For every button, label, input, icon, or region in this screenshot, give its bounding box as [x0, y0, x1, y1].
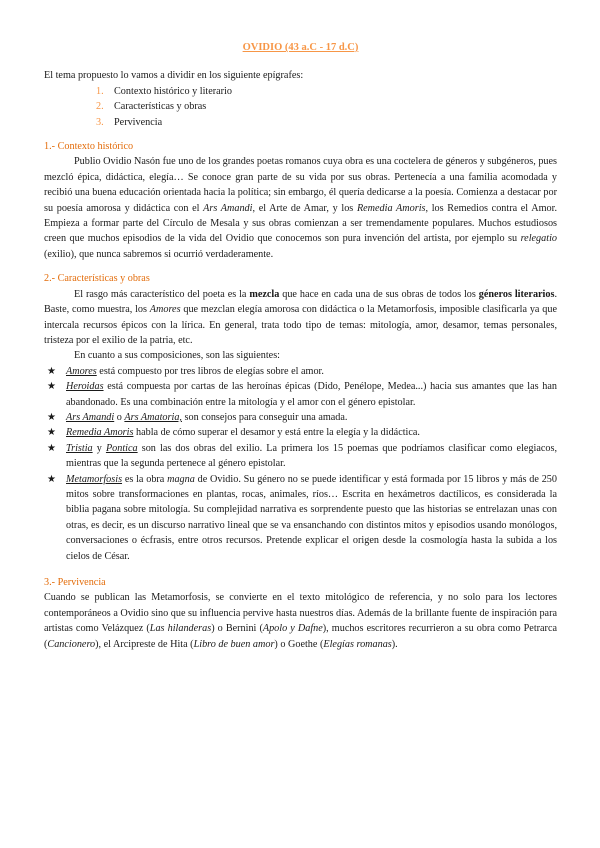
- text-run: . Baste, como muestra, los: [44, 288, 557, 316]
- plan-number: 1.: [96, 85, 104, 97]
- work-title: Las hilanderas: [149, 623, 212, 635]
- text-run: o: [114, 411, 125, 423]
- star-icon: ★: [47, 365, 56, 377]
- work-description: habla de cómo superar el desamor y está entre la elegía y la didáctica.: [133, 427, 420, 439]
- work-description: está compuesta por cartas de las heroínas épicas (Dido, Penélope, Medea...) hacia sus amantes que las han abandonado. Es una combinación entre la mitología y el amor con el género epistolar.: [66, 381, 557, 408]
- work-title: Ars Amandi: [203, 202, 253, 214]
- text-run: y: [92, 442, 106, 454]
- work-title: Tristia: [66, 442, 93, 454]
- section-works-paragraph: [44, 287, 557, 349]
- work-title: Pontica: [105, 442, 138, 454]
- work-description: de Ovidio. Su género no se puede identificar y está formada por 15 libros y más de 250 mitos sobre transformaciones en plantas, rocas, animales, ríos… Escrita en hexámetros dactílicos, es considerada la biblia pagana sobre mitología. Su complejidad narrativa es sorprendente puesto que las historias se entrelazan unas con otras, es decir, es un discurso narrativo lineal que se va ensanchando con distintos mitos y episodios usando monólogos, conversaciones o écfrasis, entre otros recursos. Pretende explicar el origen desde la cosmología hasta la subida a los cielos de César.: [66, 473, 557, 562]
- bold-term: mezcla: [249, 288, 280, 300]
- section-context-paragraph: [44, 154, 557, 262]
- star-icon: ★: [47, 427, 56, 439]
- text-run: (exilio), que nunca sabremos si ocurrió verdaderamente.: [44, 248, 274, 260]
- works-intro: En cuanto a sus composiciones, son las siguientes:: [74, 350, 280, 362]
- work-item-amores: [44, 364, 557, 379]
- work-item-metamorfosis: [44, 472, 557, 564]
- work-title: Apolo y Dafne: [262, 623, 323, 635]
- work-title: Amores: [66, 365, 97, 377]
- work-description: son las dos obras del exilio. La primera los 15 poemas que podríamos clasificar como elegiacos, mientras que la segunda pertenece al género epistolar.: [66, 442, 557, 470]
- plan-item: [96, 99, 557, 114]
- document-page: [44, 40, 557, 652]
- text-run: que hace en cada una de sus obras de todos los: [279, 288, 479, 300]
- intro-text: El tema propuesto lo vamos a dividir en los siguiente epígrafes:: [44, 70, 304, 82]
- plan-number: 2.: [96, 101, 104, 113]
- page-title: OVIDIO (43 a.C - 17 d.C): [242, 42, 359, 53]
- text-run: El rasgo más característico del poeta es la: [74, 288, 250, 300]
- latin-term: magna: [167, 473, 195, 485]
- work-title: Libro de buen amor: [193, 638, 275, 650]
- plan-label: Características y obras: [114, 101, 207, 113]
- text-run: , el Arte de Amar, y los: [252, 202, 357, 214]
- text-run: es la obra: [122, 473, 168, 485]
- plan-label: Contexto histórico y literario: [114, 85, 232, 97]
- star-icon: ★: [47, 473, 56, 485]
- star-icon: ★: [47, 442, 56, 454]
- section-heading-works: 2.- Características y obras: [44, 273, 150, 285]
- latin-term: relegatio: [520, 233, 557, 245]
- plan-label: Pervivencia: [114, 116, 163, 128]
- work-title: Remedia Amoris: [66, 427, 134, 439]
- work-title: Amores: [149, 304, 181, 316]
- text-run: ), el Arcipreste de Hita (: [95, 638, 194, 650]
- plan-item: [96, 84, 557, 99]
- work-title: Ars Amandi: [66, 411, 115, 423]
- section-heading-legacy: 3.- Pervivencia: [44, 577, 106, 588]
- section-heading-context: 1.- Contexto histórico: [44, 141, 134, 153]
- plan-item: [96, 115, 557, 130]
- section-legacy-paragraph: [44, 590, 557, 652]
- text-run: que mezclan elegía amorosa con didáctica o la Metamorfosis, imposible clasificarla ya que intercala recursos épicos con la lírica. En general, trata todo tipo de temas: mitología, amor, desamor, temas personales, tristeza por el exilio de la patria, etc.: [44, 304, 557, 346]
- star-icon: ★: [47, 411, 56, 423]
- work-title: Heroidas: [66, 381, 104, 393]
- star-icon: ★: [47, 381, 56, 393]
- work-description: son consejos para conseguir una amada.: [181, 411, 348, 423]
- work-title: Metamorfosis: [66, 473, 123, 485]
- work-title: Remedia Amoris: [356, 202, 426, 214]
- work-description: está compuesto por tres libros de elegías sobre el amor.: [96, 365, 324, 377]
- work-title: Cancionero: [47, 638, 96, 650]
- text-run: ) o Bernini (: [211, 623, 263, 635]
- work-item-heroidas: [44, 379, 557, 410]
- plan-list: [44, 84, 557, 130]
- text-run: , los Remedios contra el Amor. Empieza a formar parte del Círculo de Mesala y sus obras comienzan a ser tremendamente populares. Muchos estudiosos creen que muchos episodios de la vida del Ovidio que conocemos son pura invención del artista, por ejemplo su: [44, 202, 557, 245]
- plan-number: 3.: [96, 116, 104, 128]
- work-title: Ars Amatoria,: [124, 411, 182, 423]
- text-run: ) o Goethe (: [274, 638, 324, 650]
- work-item-tristia: [44, 441, 557, 472]
- work-item-remedia: [44, 425, 557, 440]
- text-run: Cuando se publican las Metamorfosis, se convierte en el texto mitológico de referencia, y no solo para los lectores contemporáneos a Ovidio sino que su influencia pervive hasta nuestros días. Además de la brillante fuente de inspiración para artistas como Velázquez (: [44, 592, 557, 635]
- work-item-ars: [44, 410, 557, 425]
- text-run: ).: [391, 638, 398, 650]
- text-run: ), muchos escritores recurrieron a su obra como Petrarca (: [44, 623, 557, 650]
- bold-term: géneros literarios: [478, 288, 555, 300]
- works-list: [44, 364, 557, 564]
- work-title: Elegías romanas: [323, 638, 392, 650]
- text-run: Publio Ovidio Nasón fue uno de los grandes poetas romanos cuya obra es una coctelera de géneros y subgéneros, pues mezcló épica, didáctica, elegía… Se conoce gran parte de su vida por sus obras. Pertenecía a una familia acomodada y recibió una buena educación orientada hacia la política; sin embargo, él quería dedicarse a la poesía. Comienza a destacar por su poesía amorosa y didáctica con el: [44, 156, 557, 214]
